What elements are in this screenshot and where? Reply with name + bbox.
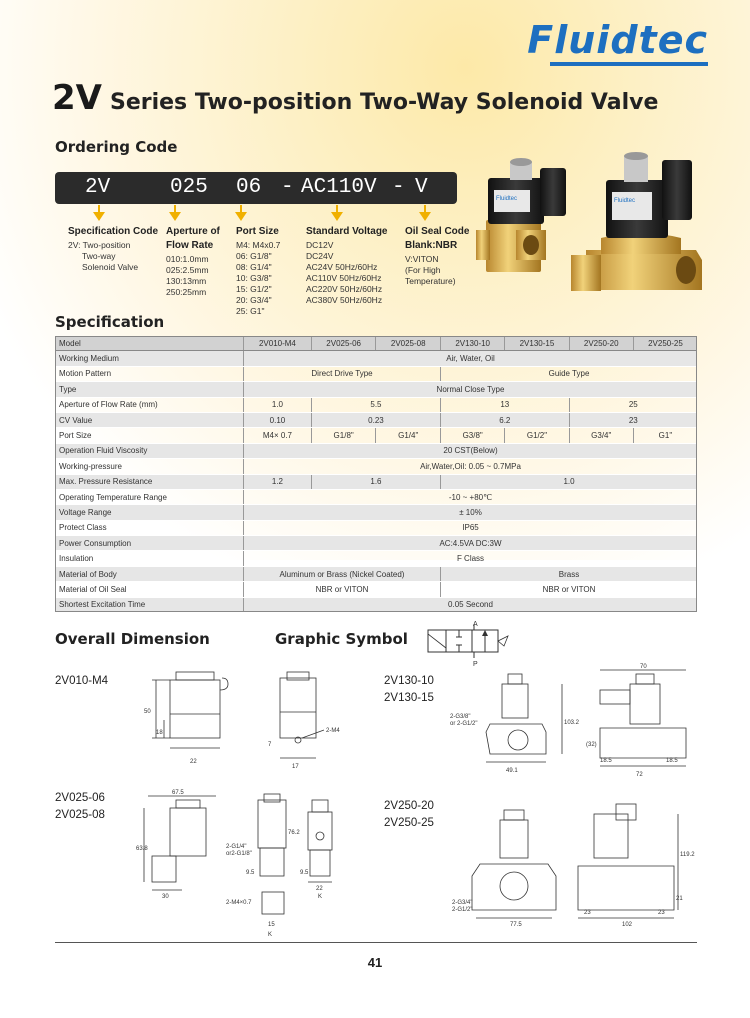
row-label: Port Size [55, 428, 244, 443]
oc-line: 2V: Two-position [68, 240, 131, 250]
row-label: Material of Oil Seal [55, 582, 244, 597]
oc-column-spec [68, 226, 158, 273]
table-cell: Air,Water,Oil: 0.05 ~ 0.7MPa [244, 459, 698, 474]
oc-part-aperture: 025 [170, 176, 208, 199]
table-row [55, 536, 697, 551]
oc-line: AC220V 50Hz/60Hz [306, 284, 383, 294]
table-cell: G3/8" [441, 428, 505, 443]
table-row [55, 351, 697, 366]
dim-value: 23 [584, 910, 591, 916]
page-number: 41 [367, 955, 383, 970]
dim-value: K [268, 932, 273, 938]
table-cell: Air, Water, Oil [244, 351, 698, 366]
table-row [55, 459, 697, 474]
oc-line: 10: G3/8" [236, 273, 272, 283]
oc-line: 20: G3/4" [236, 295, 272, 305]
row-label: CV Value [55, 412, 244, 427]
valve-label-large: Fluidtec [614, 198, 636, 204]
table-cell: G1/8" [311, 428, 376, 443]
row-label: Shortest Excitation Time [55, 597, 244, 612]
table-header-row [55, 336, 697, 351]
table-row [55, 428, 697, 443]
table-cell: NBR or VITON [244, 582, 441, 597]
dim-value: 63.8 [136, 846, 148, 852]
dim-label-2v010: 2V010-M4 [55, 675, 109, 687]
specification-heading: Specification [55, 313, 165, 331]
row-label: Type [55, 382, 244, 397]
table-cell: NBR or VITON [441, 582, 697, 597]
table-row [55, 551, 697, 566]
oc-column-aperture [166, 226, 236, 298]
table-cell: Aluminum or Brass (Nickel Coated) [244, 566, 441, 581]
table-cell: 20 CST(Below) [244, 443, 698, 458]
oc-line: DC12V [306, 240, 334, 250]
oc-arrow [235, 212, 247, 221]
dim-label-2v250-20: 2V250-20 [384, 800, 434, 812]
row-label: Power Consumption [55, 536, 244, 551]
oc-column-port [236, 226, 302, 317]
dim-label-2v025-08: 2V025-08 [55, 809, 105, 821]
ordering-code-heading: Ordering Code [55, 138, 178, 156]
dim-value: 103.2 [564, 720, 580, 726]
oc-line: AC24V 50Hz/60Hz [306, 262, 378, 272]
table-cell: 0.05 Second [244, 597, 698, 612]
table-cell: F Class [244, 551, 698, 566]
dim-value: 50 [144, 709, 151, 715]
row-label: Protect Class [55, 520, 244, 535]
table-cell: 1.0 [441, 474, 697, 489]
page-title [52, 78, 658, 118]
dimension-drawing-2v010 [140, 668, 360, 774]
dimension-drawing-2v130 [450, 662, 695, 778]
table-header-cell: 2V250-25 [633, 336, 697, 351]
table-row [55, 597, 697, 612]
dim-value: 49.1 [506, 768, 518, 774]
row-label: Max. Pressure Resistance [55, 474, 244, 489]
table-header-cell: 2V250-20 [569, 336, 633, 351]
dimension-drawing-2v025 [136, 786, 358, 940]
oc-line: Two-way [82, 251, 116, 261]
oc-line: 025:2.5mm [166, 265, 209, 275]
table-header-cell: 2V025-06 [311, 336, 376, 351]
table-cell: -10 ~ +80℃ [244, 489, 698, 504]
table-header-cell: 2V025-08 [376, 336, 441, 351]
oc-line: AC380V 50Hz/60Hz [306, 295, 383, 305]
overall-dimension-heading: Overall Dimension [55, 630, 210, 648]
table-cell: G1/2" [505, 428, 569, 443]
dim-value: 76.2 [288, 830, 300, 836]
table-cell: Guide Type [441, 366, 697, 381]
oc-line: (For High [405, 265, 441, 275]
oc-head: Aperture of [166, 226, 220, 237]
oc-line: Temperature) [405, 276, 456, 286]
table-cell: 0.23 [311, 412, 440, 427]
valve-label-small: Fluidtec [496, 196, 518, 202]
dim-value: or2-G1/8" [226, 851, 252, 857]
dim-value: 77.5 [510, 922, 522, 928]
dim-value: 2-G3/4" [452, 900, 473, 906]
dim-value: 7 [268, 742, 272, 748]
table-cell: 25 [569, 397, 697, 412]
oc-line: 25: G1" [236, 306, 265, 316]
table-row [55, 397, 697, 412]
oc-part-voltage: AC110V [301, 176, 377, 199]
oc-line: DC24V [306, 251, 334, 261]
table-row [55, 520, 697, 535]
oc-column-voltage [306, 226, 402, 306]
dim-value: 18.5 [600, 758, 612, 764]
oc-head: Specification Code [68, 226, 159, 237]
dim-value: 2-G1/4" [226, 844, 247, 850]
dim-value: (32) [586, 742, 597, 748]
row-label: Voltage Range [55, 505, 244, 520]
table-header-cell: 2V010-M4 [244, 336, 312, 351]
oc-part-dash1: - [281, 176, 294, 199]
oc-arrow [169, 212, 181, 221]
oc-line: 15: G1/2" [236, 284, 272, 294]
specification-table [55, 336, 697, 613]
dim-label-2v130-15: 2V130-15 [384, 692, 434, 704]
oc-line: 08: G1/4" [236, 262, 272, 272]
table-cell: Direct Drive Type [244, 366, 441, 381]
oc-line: V:VITON [405, 254, 439, 264]
dim-value: K [318, 894, 323, 900]
oc-line: 250:25mm [166, 287, 207, 297]
table-cell: 6.2 [441, 412, 570, 427]
row-label: Motion Pattern [55, 366, 244, 381]
symbol-label-a: A [473, 621, 478, 628]
oc-arrow [93, 212, 105, 221]
dim-value: 67.5 [172, 790, 184, 796]
table-row [55, 489, 697, 504]
oc-head: Flow Rate [166, 240, 214, 251]
oc-line: AC110V 50Hz/60Hz [306, 273, 382, 283]
dim-value: 21 [676, 896, 683, 902]
dim-value: 22 [316, 886, 323, 892]
dim-value: 102 [622, 922, 633, 928]
table-cell: G1/4" [376, 428, 441, 443]
table-cell: AC:4.5VA DC:3W [244, 536, 698, 551]
row-label: Operating Temperature Range [55, 489, 244, 504]
table-row [55, 566, 697, 581]
row-label: Operation Fluid Viscosity [55, 443, 244, 458]
row-label: Material of Body [55, 566, 244, 581]
oc-line: 130:13mm [166, 276, 207, 286]
oc-head: Blank:NBR [405, 240, 458, 251]
table-row [55, 412, 697, 427]
table-header-cell: 2V130-10 [441, 336, 505, 351]
title-text: Series Two-position Two-Way Solenoid Valve [109, 90, 659, 115]
table-cell: M4× 0.7 [244, 428, 312, 443]
dim-value: 22 [190, 759, 197, 765]
dim-value: 9.5 [300, 870, 309, 876]
table-cell: IP65 [244, 520, 698, 535]
table-cell: G1" [633, 428, 697, 443]
ordering-code-bar [55, 172, 457, 204]
table-cell: Normal Close Type [244, 382, 698, 397]
table-cell: ± 10% [244, 505, 698, 520]
table-cell: G3/4" [569, 428, 633, 443]
dim-value: 119.2 [680, 852, 695, 858]
oc-arrow [331, 212, 343, 221]
graphic-symbol [418, 620, 528, 666]
table-cell: 1.6 [311, 474, 440, 489]
oc-line: 06: G1/8" [236, 251, 272, 261]
dim-label-2v250-25: 2V250-25 [384, 817, 434, 829]
table-header-cell: 2V130-15 [505, 336, 569, 351]
dim-value: 30 [162, 894, 169, 900]
dim-label-2v130-10: 2V130-10 [384, 675, 434, 687]
oc-part-dash2: - [392, 176, 405, 199]
dim-value: 23 [658, 910, 665, 916]
table-cell: 1.2 [244, 474, 312, 489]
dimension-drawing-2v250 [446, 800, 696, 932]
table-row [55, 474, 697, 489]
table-row [55, 443, 697, 458]
oc-arrow [419, 212, 431, 221]
oc-part-seal: V [415, 176, 428, 199]
dim-value: 2-G1/2" [452, 907, 473, 913]
oc-line: 010:1.0mm [166, 254, 209, 264]
row-label: Working Medium [55, 351, 244, 366]
row-label: Working-pressure [55, 459, 244, 474]
table-cell: 0.10 [244, 412, 312, 427]
brand-logo: Fluidtec [527, 18, 708, 62]
row-label: Aperture of Flow Rate (mm) [55, 397, 244, 412]
table-row [55, 582, 697, 597]
oc-head: Standard Voltage [306, 226, 388, 237]
table-cell: 23 [569, 412, 697, 427]
dim-label-2v025-06: 2V025-06 [55, 792, 105, 804]
logo-underline [550, 62, 708, 66]
dim-value: 70 [640, 664, 647, 670]
symbol-label-p: P [473, 661, 478, 666]
dim-value: 18 [156, 730, 163, 736]
dim-value: or 2-G1/2" [450, 721, 478, 727]
dim-value: 9.5 [246, 870, 255, 876]
dim-value: 15 [268, 922, 275, 928]
graphic-symbol-heading: Graphic Symbol [275, 630, 408, 648]
table-row [55, 382, 697, 397]
table-row [55, 366, 697, 381]
valve-product-photo [476, 150, 706, 302]
dim-value: 17 [292, 764, 299, 770]
dim-value: 2-M4 [326, 728, 340, 734]
dim-value: 2-G3/8" [450, 714, 471, 720]
oc-column-seal [405, 226, 475, 287]
oc-part-port: 06 [236, 176, 262, 199]
oc-line: M4: M4x0.7 [236, 240, 281, 250]
row-label: Insulation [55, 551, 244, 566]
dim-value: 72 [636, 772, 643, 778]
table-cell: 5.5 [311, 397, 440, 412]
oc-line: Solenoid Valve [82, 262, 139, 272]
table-header-model: Model [55, 336, 244, 351]
table-cell: 13 [441, 397, 570, 412]
dim-value: 2-M4×0.7 [226, 900, 252, 906]
oc-head: Oil Seal Code [405, 226, 470, 237]
oc-part-spec: 2V [85, 176, 111, 199]
table-cell: 1.0 [244, 397, 312, 412]
title-model: 2V [52, 78, 102, 118]
table-row [55, 505, 697, 520]
footer-rule [55, 942, 697, 943]
oc-head: Port Size [236, 226, 279, 237]
table-cell: Brass [441, 566, 697, 581]
dim-value: 18.5 [666, 758, 678, 764]
